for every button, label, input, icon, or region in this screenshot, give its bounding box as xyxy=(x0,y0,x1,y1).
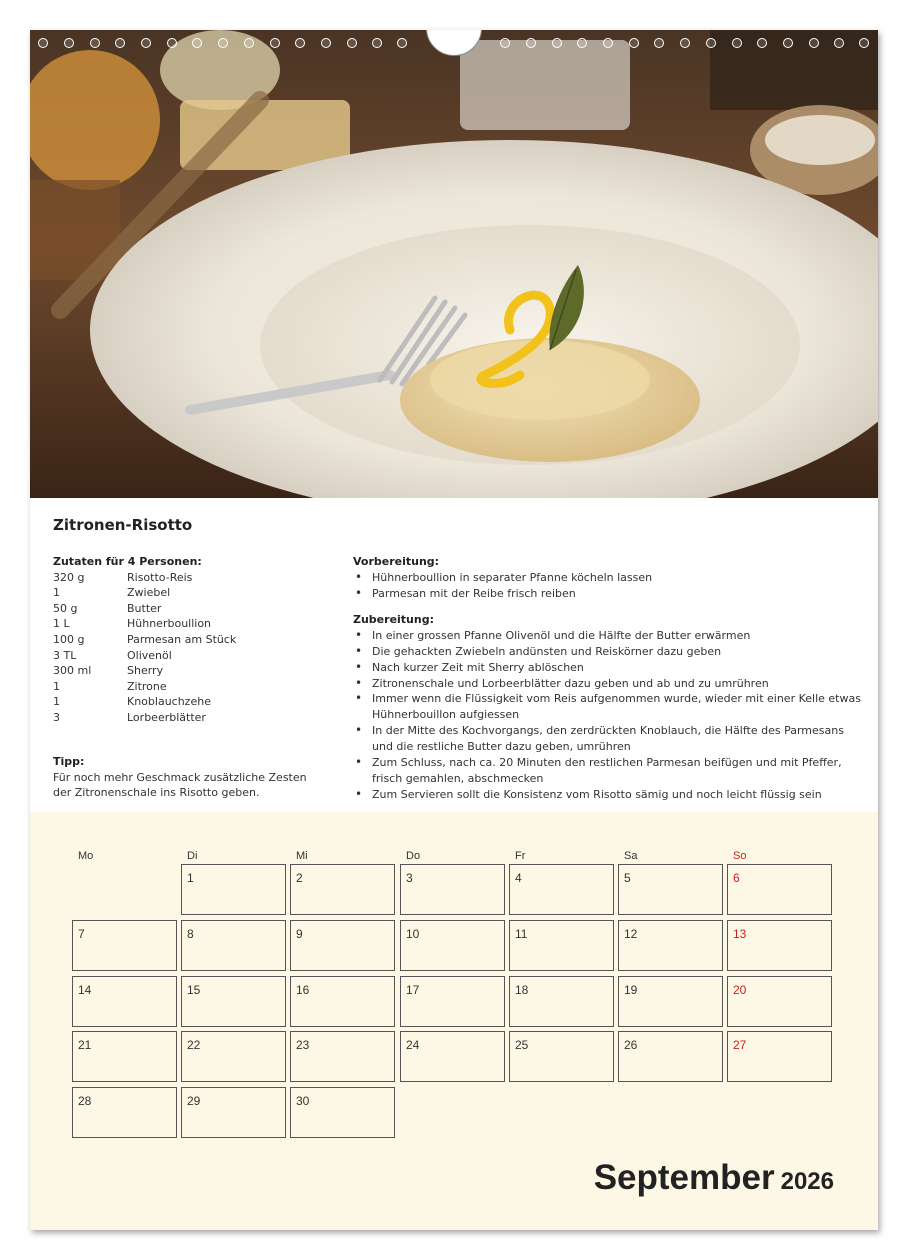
day-cell[interactable] xyxy=(400,1031,505,1082)
ingredient-quantity: 3 xyxy=(53,710,60,724)
day-cell[interactable] xyxy=(181,1087,286,1138)
day-number: 11 xyxy=(515,926,528,941)
day-number: 13 xyxy=(733,926,747,941)
day-cell[interactable] xyxy=(618,1031,723,1082)
day-number: 9 xyxy=(296,926,303,941)
ingredient-name: Olivenöl xyxy=(127,648,172,662)
day-cell[interactable] xyxy=(290,1031,395,1082)
day-number: 30 xyxy=(296,1094,310,1109)
day-cell[interactable] xyxy=(618,864,723,915)
day-cell[interactable] xyxy=(181,920,286,971)
ingredient-row xyxy=(53,616,323,632)
day-number: 8 xyxy=(187,926,194,941)
day-number: 27 xyxy=(733,1038,747,1053)
month-name: September xyxy=(593,1158,775,1197)
weekday-label: Sa xyxy=(624,850,638,862)
tip-heading: Tipp: xyxy=(53,755,85,768)
day-cell[interactable] xyxy=(72,920,177,971)
step-item: • In einer grossen Pfanne Olivenöl und die Hälfte der Butter erwärmen xyxy=(353,628,863,644)
ingredient-row xyxy=(53,710,323,726)
step-item: • Hühnerboullion in separater Pfanne köcheln lassen xyxy=(353,570,863,586)
day-cell[interactable] xyxy=(400,976,505,1027)
day-number: 20 xyxy=(733,982,747,997)
step-item: • Zum Servieren sollt die Konsistenz vom Risotto sämig und noch leicht flüssig sein xyxy=(353,787,863,803)
step-item: • Immer wenn die Flüssigkeit vom Reis aufgenommen wurde, wieder mit einer Kelle etwas Hühnerbouillon aufgiessen xyxy=(353,691,863,723)
day-cell[interactable] xyxy=(72,976,177,1027)
prep-list xyxy=(353,570,863,602)
step-item: • Zitronenschale und Lorbeerblätter dazu geben und ab und zu umrühren xyxy=(353,676,863,692)
day-cell[interactable] xyxy=(181,864,286,915)
day-cell[interactable] xyxy=(290,976,395,1027)
day-number: 7 xyxy=(78,926,85,941)
risotto-photo xyxy=(30,30,878,498)
step-item: • Nach kurzer Zeit mit Sherry ablöschen xyxy=(353,660,863,676)
day-cell[interactable] xyxy=(727,1031,832,1082)
day-cell[interactable] xyxy=(509,1031,614,1082)
day-cell[interactable] xyxy=(400,864,505,915)
day-number: 14 xyxy=(78,982,92,997)
weekday-label: Fr xyxy=(515,850,526,862)
ingredient-name: Butter xyxy=(127,601,162,615)
weekday-label: Di xyxy=(187,850,198,862)
ingredient-name: Lorbeerblätter xyxy=(127,710,206,724)
day-number: 4 xyxy=(515,871,522,885)
step-item: • In der Mitte des Kochvorgangs, den zerdrückten Knoblauch, die Hälfte des Parmesans und die restliche Butter dazu geben, umrühren xyxy=(353,723,863,755)
method-list xyxy=(353,628,863,803)
ingredient-quantity: 3 TL xyxy=(53,648,77,662)
day-cell[interactable] xyxy=(727,864,832,915)
weekday-label: Mi xyxy=(296,850,308,862)
day-cell[interactable] xyxy=(72,1087,177,1138)
day-number: 17 xyxy=(406,982,420,997)
ingredient-quantity: 1 L xyxy=(53,617,70,631)
day-number: 24 xyxy=(406,1038,420,1053)
day-number: 28 xyxy=(78,1094,92,1109)
ingredient-quantity: 1 xyxy=(53,695,60,709)
day-number: 19 xyxy=(624,982,638,997)
tip-box xyxy=(53,754,323,801)
tip-text: Für noch mehr Geschmack zusätzliche Zesten der Zitronenschale ins Risotto geben. xyxy=(53,770,307,799)
recipe-title: Zitronen-Risotto xyxy=(53,516,193,534)
ingredients-list xyxy=(53,554,323,726)
ingredient-name: Sherry xyxy=(127,664,164,678)
ingredient-quantity: 300 ml xyxy=(53,664,92,678)
day-number: 18 xyxy=(515,982,529,997)
day-number: 25 xyxy=(515,1038,529,1053)
day-number: 23 xyxy=(296,1038,310,1053)
calendar-grid xyxy=(30,812,878,1230)
prep-heading: Vorbereitung: xyxy=(353,555,440,568)
ingredient-row xyxy=(53,585,323,601)
calendar-page xyxy=(30,30,878,1230)
day-cell[interactable] xyxy=(400,920,505,971)
weekday-label: So xyxy=(733,850,747,862)
ingredient-name: Zwiebel xyxy=(127,586,171,600)
ingredient-row xyxy=(53,632,323,648)
recipe-section xyxy=(30,498,878,812)
step-item: • Zum Schluss, nach ca. 20 Minuten den restlichen Parmesan beifügen und mit Pfeffer, frisch gemahlen, abschmecken xyxy=(353,755,863,787)
day-number: 2 xyxy=(296,871,303,885)
day-number: 1 xyxy=(187,871,194,885)
ingredient-name: Knoblauchzehe xyxy=(127,695,211,709)
day-cell[interactable] xyxy=(509,976,614,1027)
day-number: 3 xyxy=(406,871,413,885)
day-number: 15 xyxy=(187,982,201,997)
ingredient-row xyxy=(53,648,323,664)
day-number: 6 xyxy=(733,871,740,885)
day-cell[interactable] xyxy=(290,920,395,971)
step-item: • Parmesan mit der Reibe frisch reiben xyxy=(353,586,863,602)
day-number: 21 xyxy=(78,1038,92,1053)
ingredient-quantity: 50 g xyxy=(53,601,78,615)
day-cell[interactable] xyxy=(181,976,286,1027)
ingredient-quantity: 320 g xyxy=(53,570,85,584)
day-cell[interactable] xyxy=(727,976,832,1027)
step-item: • Die gehackten Zwiebeln andünsten und Reiskörner dazu geben xyxy=(353,644,863,660)
day-cell[interactable] xyxy=(727,920,832,971)
month-title xyxy=(594,1158,834,1198)
day-cell[interactable] xyxy=(509,864,614,915)
day-cell[interactable] xyxy=(618,976,723,1027)
ingredient-row xyxy=(53,694,323,710)
day-number: 26 xyxy=(624,1038,638,1053)
day-cell[interactable] xyxy=(181,1031,286,1082)
ingredient-row xyxy=(53,601,323,617)
ingredient-row xyxy=(53,679,323,695)
ingredient-row xyxy=(53,570,323,586)
day-cell[interactable] xyxy=(509,920,614,971)
day-number: 5 xyxy=(624,871,631,885)
day-number: 22 xyxy=(187,1038,201,1053)
day-number: 10 xyxy=(406,926,420,941)
ingredient-name: Parmesan am Stück xyxy=(127,632,237,646)
day-cell[interactable] xyxy=(618,920,723,971)
year: 2026 xyxy=(780,1168,834,1195)
day-cell[interactable] xyxy=(290,1087,395,1138)
ingredient-row xyxy=(53,663,323,679)
ingredient-name: Zitrone xyxy=(127,679,167,693)
ingredient-quantity: 100 g xyxy=(53,632,85,646)
day-cell[interactable] xyxy=(290,864,395,915)
ingredient-quantity: 1 xyxy=(53,679,60,693)
weekday-label: Do xyxy=(406,850,421,862)
day-number: 12 xyxy=(624,926,638,941)
instructions xyxy=(353,554,863,803)
ingredient-name: Risotto-Reis xyxy=(127,570,193,584)
method-heading: Zubereitung: xyxy=(353,612,434,626)
day-cell[interactable] xyxy=(72,1031,177,1082)
ingredient-quantity: 1 xyxy=(53,586,60,600)
day-number: 29 xyxy=(187,1094,201,1109)
ingredients-heading: Zutaten für 4 Personen: xyxy=(53,555,202,568)
weekday-label: Mo xyxy=(78,850,94,862)
day-number: 16 xyxy=(296,982,310,997)
ingredient-name: Hühnerboullion xyxy=(127,617,212,631)
